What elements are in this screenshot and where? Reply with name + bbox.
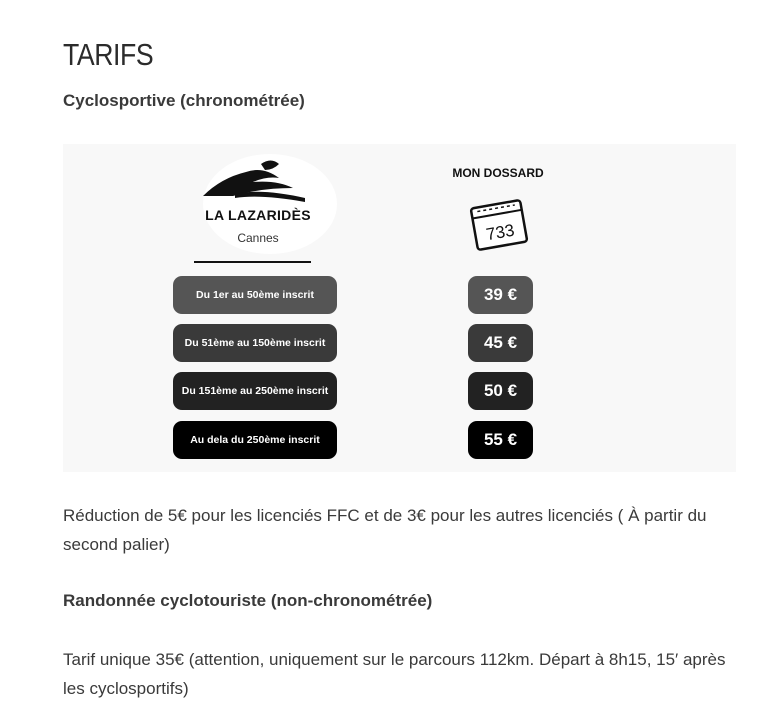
tier-price: 45 € — [468, 324, 533, 362]
rando-text: Tarif unique 35€ (attention, uniquement sur le parcours 112km. Départ à 8h15, 15′ après les cyclosportifs) — [63, 650, 726, 698]
tarif-image — [63, 144, 736, 472]
section-heading-randonnee: Randonnée cyclotouriste (non-chronométrée) — [63, 591, 433, 610]
section-subtitle-cyclosportive: Cyclosportive (chronométrée) — [63, 91, 305, 110]
tier-price: 55 € — [468, 421, 533, 459]
tier-price: 50 € — [468, 372, 533, 410]
tier-price: 39 € — [468, 276, 533, 314]
logo-name: LA LAZARIDÈS — [205, 207, 311, 223]
logo-city: Cannes — [237, 231, 279, 245]
race-bib-icon — [466, 196, 532, 254]
tier-label: Du 51ème au 150ème inscrit — [173, 324, 337, 362]
logo-divider — [194, 261, 311, 263]
page-title: TARIFS — [63, 37, 154, 72]
tier-label: Du 151ème au 250ème inscrit — [173, 372, 337, 410]
tier-label: Du 1er au 50ème inscrit — [173, 276, 337, 314]
dossard-title: MON DOSSARD — [452, 166, 544, 180]
tier-label: Au dela du 250ème inscrit — [173, 421, 337, 459]
reduction-text: Réduction de 5€ pour les licenciés FFC et de 3€ pour les autres licenciés ( À partir du second palier) — [63, 506, 707, 554]
bib-number: 733 — [484, 220, 516, 245]
cyclist-logo-icon — [201, 158, 311, 204]
